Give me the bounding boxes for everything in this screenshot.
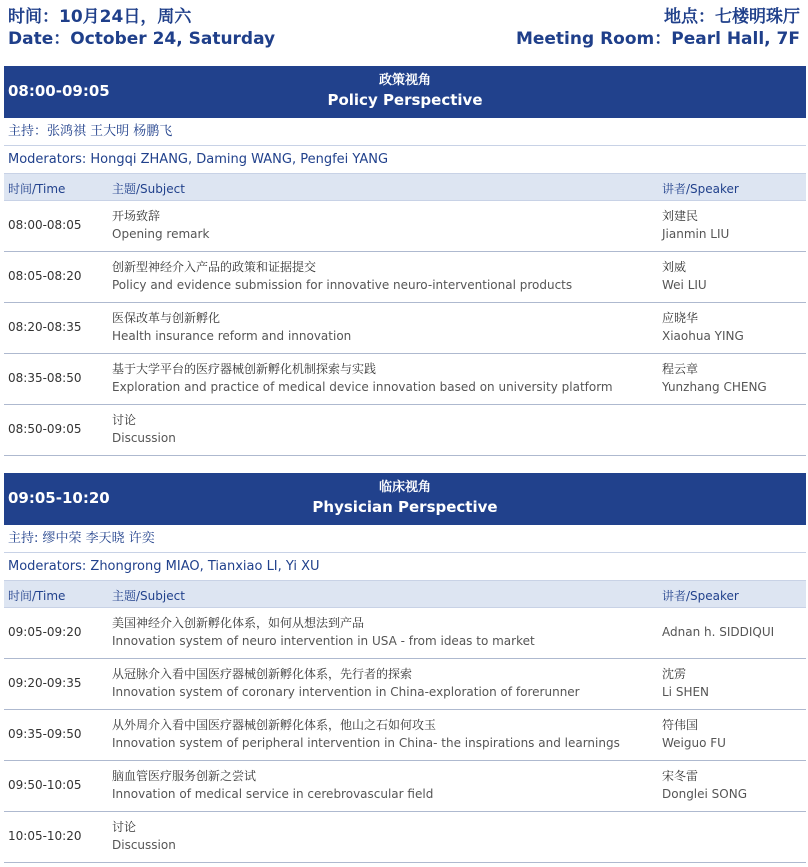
row-time: 08:50-09:05 (8, 422, 82, 436)
session-header (4, 66, 806, 118)
column-time: 时间/Time (8, 182, 66, 196)
row-subject-zh: 创新型神经介入产品的政策和证据提交 (112, 260, 317, 274)
venue-zh: 地点：七楼明珠厅 (664, 7, 800, 27)
venue-en: Meeting Room：Pearl Hall, 7F (515, 29, 800, 49)
agenda-row (4, 201, 806, 252)
session-title (4, 479, 806, 517)
row-speaker-zh: 刘建民 (662, 209, 699, 223)
row-subject-en: Innovation system of neuro intervention in USA - from ideas to market (112, 634, 535, 648)
agenda-row (4, 761, 806, 812)
column-subject: 主题/Subject (112, 589, 185, 603)
row-subject-en: Discussion (112, 838, 176, 852)
row-speaker-zh: 程云章 (662, 362, 699, 376)
row-subject-en: Innovation of medical service in cerebrovascular field (112, 787, 434, 801)
row-time: 08:05-08:20 (8, 269, 82, 283)
session-title-zh: 政策视角 (378, 73, 431, 88)
row-speaker-en: Jianmin LIU (662, 227, 730, 241)
venue-block (516, 6, 800, 50)
row-speaker-zh: 刘威 (662, 260, 687, 274)
moderators-zh: 主持：张鸿祺 王大明 杨鹏飞 (4, 118, 806, 146)
column-speaker: 讲者/Speaker (662, 589, 739, 603)
agenda-row (4, 659, 806, 710)
row-time: 08:20-08:35 (8, 320, 82, 334)
agenda-row (4, 812, 806, 863)
session-physician (4, 473, 806, 863)
column-header-row (4, 174, 806, 201)
date-en: Date：October 24, Saturday (8, 29, 276, 49)
column-time: 时间/Time (8, 589, 66, 603)
agenda-row (4, 303, 806, 354)
row-speaker-en: Weiguo FU (662, 736, 726, 750)
row-subject-en: Innovation system of peripheral intervention in China- the inspirations and learnings (112, 736, 620, 750)
agenda-row (4, 710, 806, 761)
row-time: 09:05-09:20 (8, 625, 82, 639)
session-title-zh: 临床视角 (378, 480, 431, 495)
row-subject-zh: 从冠脉介入看中国医疗器械创新孵化体系，先行者的探索 (112, 667, 413, 681)
row-subject-zh: 讨论 (112, 820, 137, 834)
row-subject-zh: 从外周介入看中国医疗器械创新孵化体系，他山之石如何攻玉 (112, 718, 437, 732)
moderators-en: Moderators: Zhongrong MIAO, Tianxiao LI, Yi XU (4, 553, 806, 581)
row-speaker-en: Xiaohua YING (662, 329, 744, 343)
row-speaker-zh: 宋冬雷 (662, 769, 699, 783)
agenda-row (4, 252, 806, 303)
row-speaker-en: Adnan h. SIDDIQUI (662, 625, 775, 639)
session-title (4, 72, 806, 110)
row-speaker-zh: 沈雳 (662, 667, 687, 681)
date-zh: 时间：10月24日，周六 (8, 7, 192, 27)
row-subject-en: Health insurance reform and innovation (112, 329, 352, 343)
row-speaker-en: Wei LIU (662, 278, 707, 292)
row-speaker-zh: 应晓华 (662, 311, 699, 325)
row-subject-en: Innovation system of coronary intervention in China-exploration of forerunner (112, 685, 580, 699)
row-subject-zh: 开场致辞 (112, 209, 161, 223)
row-subject-en: Opening remark (112, 227, 210, 241)
agenda-row (4, 405, 806, 456)
session-title-en: Physician Perspective (312, 498, 498, 516)
session-time: 08:00-09:05 (8, 82, 110, 100)
row-subject-en: Policy and evidence submission for innovative neuro-interventional products (112, 278, 573, 292)
row-speaker-en: Donglei SONG (662, 787, 748, 801)
row-time: 09:20-09:35 (8, 676, 82, 690)
row-subject-en: Exploration and practice of medical device innovation based on university platform (112, 380, 613, 394)
row-time: 08:00-08:05 (8, 218, 82, 232)
row-subject-en: Discussion (112, 431, 176, 445)
row-speaker-en: Li SHEN (662, 685, 710, 699)
row-time: 10:05-10:20 (8, 829, 82, 843)
session-policy (4, 66, 806, 456)
agenda-row (4, 608, 806, 659)
row-subject-zh: 讨论 (112, 413, 137, 427)
page-header (8, 6, 800, 52)
row-time: 09:50-10:05 (8, 778, 82, 792)
row-subject-zh: 美国神经介入创新孵化体系，如何从想法到产品 (112, 616, 365, 630)
column-speaker: 讲者/Speaker (662, 182, 739, 196)
moderators-en: Moderators: Hongqi ZHANG, Daming WANG, Pengfei YANG (4, 146, 806, 174)
date-block (8, 6, 275, 50)
session-time: 09:05-10:20 (8, 489, 110, 507)
row-speaker-zh: 符伟国 (662, 718, 699, 732)
agenda-row (4, 354, 806, 405)
row-time: 09:35-09:50 (8, 727, 82, 741)
session-header (4, 473, 806, 525)
row-subject-zh: 脑血管医疗服务创新之尝试 (112, 769, 257, 783)
row-subject-zh: 医保改革与创新孵化 (112, 311, 221, 325)
row-time: 08:35-08:50 (8, 371, 82, 385)
row-speaker-en: Yunzhang CHENG (662, 380, 767, 394)
row-subject-zh: 基于大学平台的医疗器械创新孵化机制探索与实践 (112, 362, 377, 376)
column-subject: 主题/Subject (112, 182, 185, 196)
session-title-en: Policy Perspective (327, 91, 483, 109)
moderators-zh: 主持: 缪中荣 李天晓 许奕 (4, 525, 806, 553)
column-header-row (4, 581, 806, 608)
